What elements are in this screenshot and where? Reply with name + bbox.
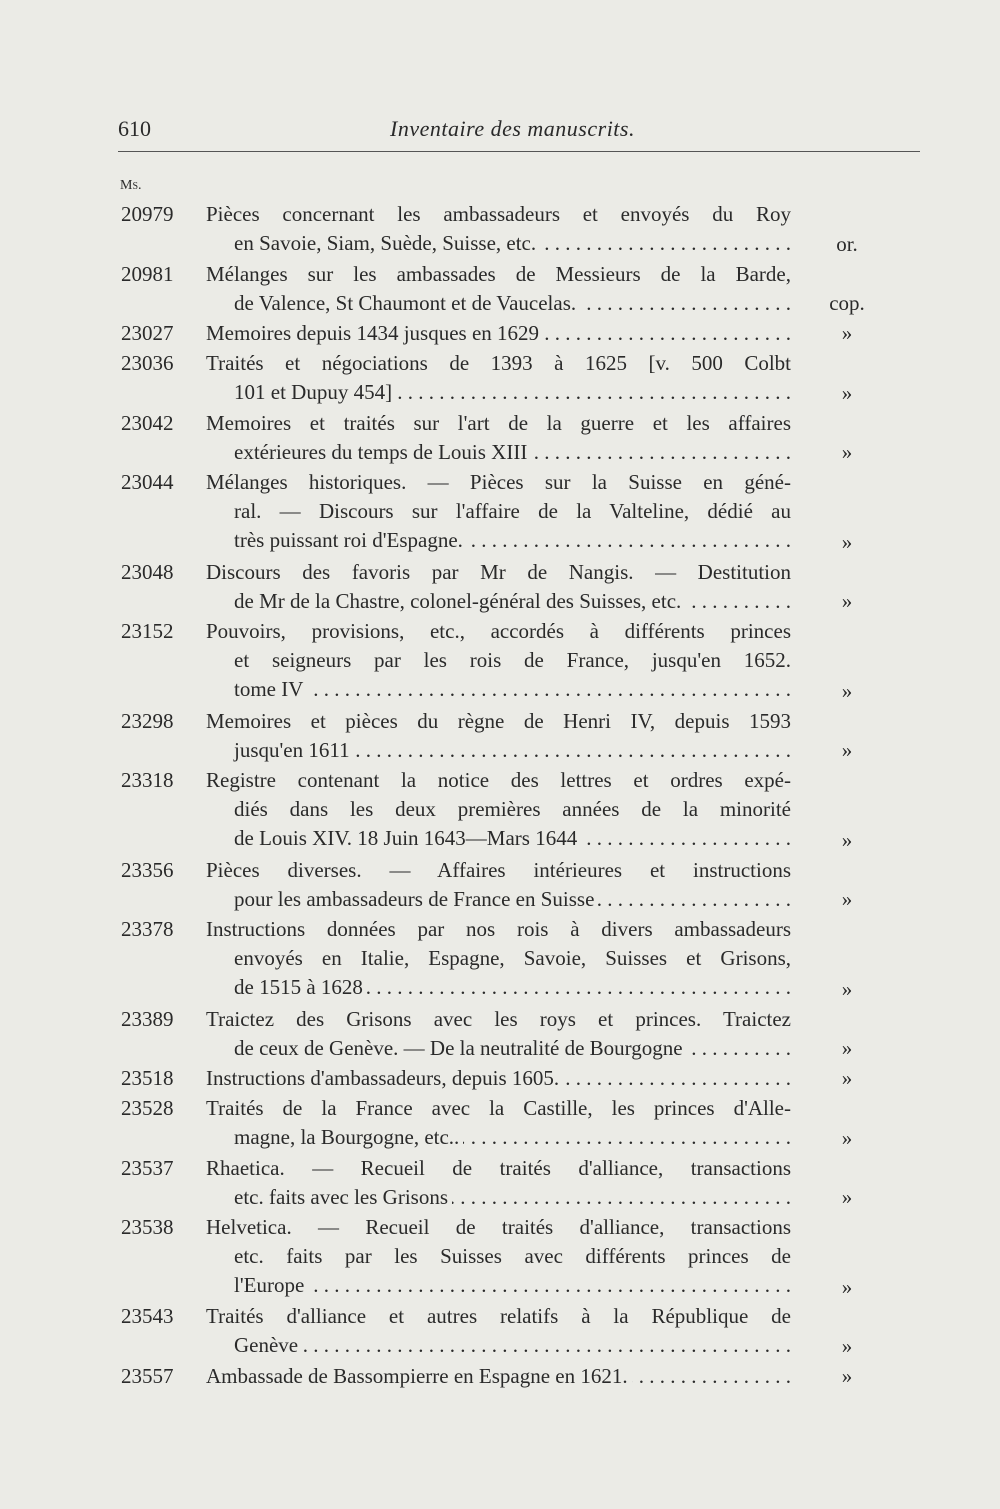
copy-status: » xyxy=(841,529,853,554)
description-line: de Louis XIV. 18 Juin 1643—Mars 1644 . . . xyxy=(206,824,791,853)
copy-status: » xyxy=(841,440,853,465)
description-line: Traités et négociations de 1393 à 1625 [v. 500 Colbt xyxy=(206,350,791,375)
manuscript-entry xyxy=(0,260,1000,320)
manuscript-number: 23389 xyxy=(121,1006,174,1031)
description-line: et seigneurs par les rois de France, jusqu'en 1652. xyxy=(234,648,791,673)
manuscript-entry xyxy=(0,1154,1000,1214)
description-line: ral. — Discours sur l'affaire de la Valteline, dédié au xyxy=(234,499,791,524)
manuscript-number: 23538 xyxy=(121,1215,174,1240)
copy-status: » xyxy=(841,976,853,1001)
description-line: envoyés en Italie, Espagne, Savoie, Suisses et Grisons, xyxy=(234,946,791,971)
copy-status: » xyxy=(841,1066,853,1091)
manuscript-number: 23044 xyxy=(121,470,174,495)
manuscript-description xyxy=(206,915,791,1002)
manuscript-description xyxy=(206,409,791,467)
description-line: extérieures du temps de Louis XIII . . . xyxy=(206,438,791,467)
description-line: Traités d'alliance et autres relatifs à la République de xyxy=(206,1304,791,1329)
description-line: Genève . . . xyxy=(206,1331,791,1360)
manuscript-entry xyxy=(0,409,1000,469)
copy-status: » xyxy=(841,738,853,763)
manuscript-description xyxy=(206,1064,791,1093)
manuscript-description xyxy=(206,707,791,765)
manuscript-description xyxy=(206,200,791,258)
description-line: Discours des favoris par Mr de Nangis. — Destitution xyxy=(206,559,791,584)
description-line: Instructions d'ambassadeurs, depuis 1605. . . . xyxy=(206,1064,791,1093)
copy-status: cop. xyxy=(829,291,865,316)
manuscript-list xyxy=(0,200,1000,1392)
description-line: Mélanges historiques. — Pièces sur la Suisse en géné- xyxy=(206,470,791,495)
copy-status: » xyxy=(841,678,853,703)
description-line: Mélanges sur les ambassades de Messieurs de la Barde, xyxy=(206,261,791,286)
manuscript-description xyxy=(206,260,791,318)
manuscript-number: 23557 xyxy=(121,1364,174,1389)
description-line: Pièces concernant les ambassadeurs et envoyés du Roy xyxy=(206,202,791,226)
manuscript-entry xyxy=(0,200,1000,260)
copy-status: » xyxy=(841,1274,853,1299)
description-line: de Mr de la Chastre, colonel-général des Suisses, etc. . . . xyxy=(206,587,791,616)
description-line: très puissant roi d'Espagne. . . . xyxy=(206,526,791,555)
description-line: Pouvoirs, provisions, etc., accordés à différents princes xyxy=(206,619,791,644)
description-line: Instructions données par nos rois à divers ambassadeurs xyxy=(206,917,791,942)
manuscript-entry xyxy=(0,766,1000,855)
manuscript-number: 23298 xyxy=(121,708,174,733)
description-line: Ambassade de Bassompierre en Espagne en 1621. . . . xyxy=(206,1362,791,1391)
copy-status: » xyxy=(841,887,853,912)
description-line: en Savoie, Siam, Suède, Suisse, etc. . . . xyxy=(206,229,791,258)
manuscript-entry xyxy=(0,1094,1000,1154)
copy-status: » xyxy=(841,321,853,346)
description-line: Rhaetica. — Recueil de traités d'alliance, transactions xyxy=(206,1155,791,1180)
copy-status: » xyxy=(841,1334,853,1359)
manuscript-description xyxy=(206,1213,791,1300)
manuscript-number: 23027 xyxy=(121,321,174,346)
description-line: de ceux de Genève. — De la neutralité de Bourgogne . . . xyxy=(206,1034,791,1063)
copy-status: » xyxy=(841,827,853,852)
description-line: Memoires depuis 1434 jusques en 1629 . . . xyxy=(206,319,791,348)
description-line: jusqu'en 1611 . . . xyxy=(206,736,791,765)
manuscript-description xyxy=(206,319,791,348)
description-line: pour les ambassadeurs de France en Suisse . . . xyxy=(206,885,791,914)
manuscript-description xyxy=(206,856,791,914)
manuscript-number: 23048 xyxy=(121,559,174,584)
manuscript-entry xyxy=(0,915,1000,1004)
copy-status: » xyxy=(841,1036,853,1061)
description-line: Helvetica. — Recueil de traités d'alliance, transactions xyxy=(206,1215,791,1240)
manuscript-entry xyxy=(0,468,1000,557)
copy-status: or. xyxy=(836,231,858,256)
description-line: magne, la Bourgogne, etc.. . . . xyxy=(206,1123,791,1152)
manuscript-entry xyxy=(0,349,1000,409)
manuscript-number: 23356 xyxy=(121,857,174,882)
manuscript-number: 23537 xyxy=(121,1155,174,1180)
copy-status: » xyxy=(841,1125,853,1150)
manuscript-description xyxy=(206,617,791,704)
manuscript-entry xyxy=(0,1005,1000,1065)
ms-column-label: Ms. xyxy=(120,178,142,193)
description-line: Memoires et traités sur l'art de la guerre et les affaires xyxy=(206,410,791,435)
description-line: de Valence, St Chaumont et de Vaucelas. . . . xyxy=(206,289,791,318)
manuscript-description xyxy=(206,349,791,407)
manuscript-description xyxy=(206,1094,791,1152)
description-line: Traictez des Grisons avec les roys et princes. Traictez xyxy=(206,1006,791,1031)
manuscript-entry xyxy=(0,558,1000,618)
manuscript-description xyxy=(206,1154,791,1212)
description-line: Pièces diverses. — Affaires intérieures et instructions xyxy=(206,857,791,882)
description-line: Traités de la France avec la Castille, les princes d'Alle- xyxy=(206,1095,791,1120)
running-title: Inventaire des manuscrits. xyxy=(390,116,635,141)
description-line: Memoires et pièces du règne de Henri IV, depuis 1593 xyxy=(206,708,791,733)
manuscript-number: 23318 xyxy=(121,768,174,793)
manuscript-description xyxy=(206,1005,791,1063)
manuscript-description xyxy=(206,468,791,555)
description-line: 101 et Dupuy 454] . . . xyxy=(206,378,791,407)
manuscript-entry xyxy=(0,1362,1000,1392)
description-line: Registre contenant la notice des lettres et ordres expé- xyxy=(206,768,791,793)
description-line: etc. faits avec les Grisons . . . xyxy=(206,1183,791,1212)
description-line: l'Europe . . . xyxy=(206,1271,791,1300)
manuscript-number: 23543 xyxy=(121,1304,174,1329)
manuscript-entry xyxy=(0,1064,1000,1094)
manuscript-entry xyxy=(0,1213,1000,1302)
description-line: etc. faits par les Suisses avec différents princes de xyxy=(234,1244,791,1269)
manuscript-number: 20979 xyxy=(121,202,174,226)
manuscript-entry xyxy=(0,856,1000,916)
manuscript-description xyxy=(206,766,791,853)
header-rule xyxy=(118,151,920,152)
manuscript-number: 23152 xyxy=(121,619,174,644)
copy-status: » xyxy=(841,380,853,405)
description-line: tome IV . . . xyxy=(206,675,791,704)
page-number: 610 xyxy=(118,116,151,141)
manuscript-number: 23528 xyxy=(121,1095,174,1120)
description-line: diés dans les deux premières années de la minorité xyxy=(234,797,791,822)
manuscript-entry xyxy=(0,1302,1000,1362)
manuscript-entry xyxy=(0,707,1000,767)
description-line: de 1515 à 1628 . . . xyxy=(206,973,791,1002)
manuscript-entry xyxy=(0,319,1000,349)
copy-status: » xyxy=(841,1364,853,1389)
manuscript-description xyxy=(206,1362,791,1391)
manuscript-description xyxy=(206,558,791,616)
manuscript-description xyxy=(206,1302,791,1360)
manuscript-number: 23518 xyxy=(121,1066,174,1091)
manuscript-number: 23036 xyxy=(121,350,174,375)
manuscript-number: 23378 xyxy=(121,917,174,942)
manuscript-number: 20981 xyxy=(121,261,174,286)
manuscript-number: 23042 xyxy=(121,410,174,435)
manuscript-entry xyxy=(0,617,1000,706)
copy-status: » xyxy=(841,1185,853,1210)
copy-status: » xyxy=(841,589,853,614)
